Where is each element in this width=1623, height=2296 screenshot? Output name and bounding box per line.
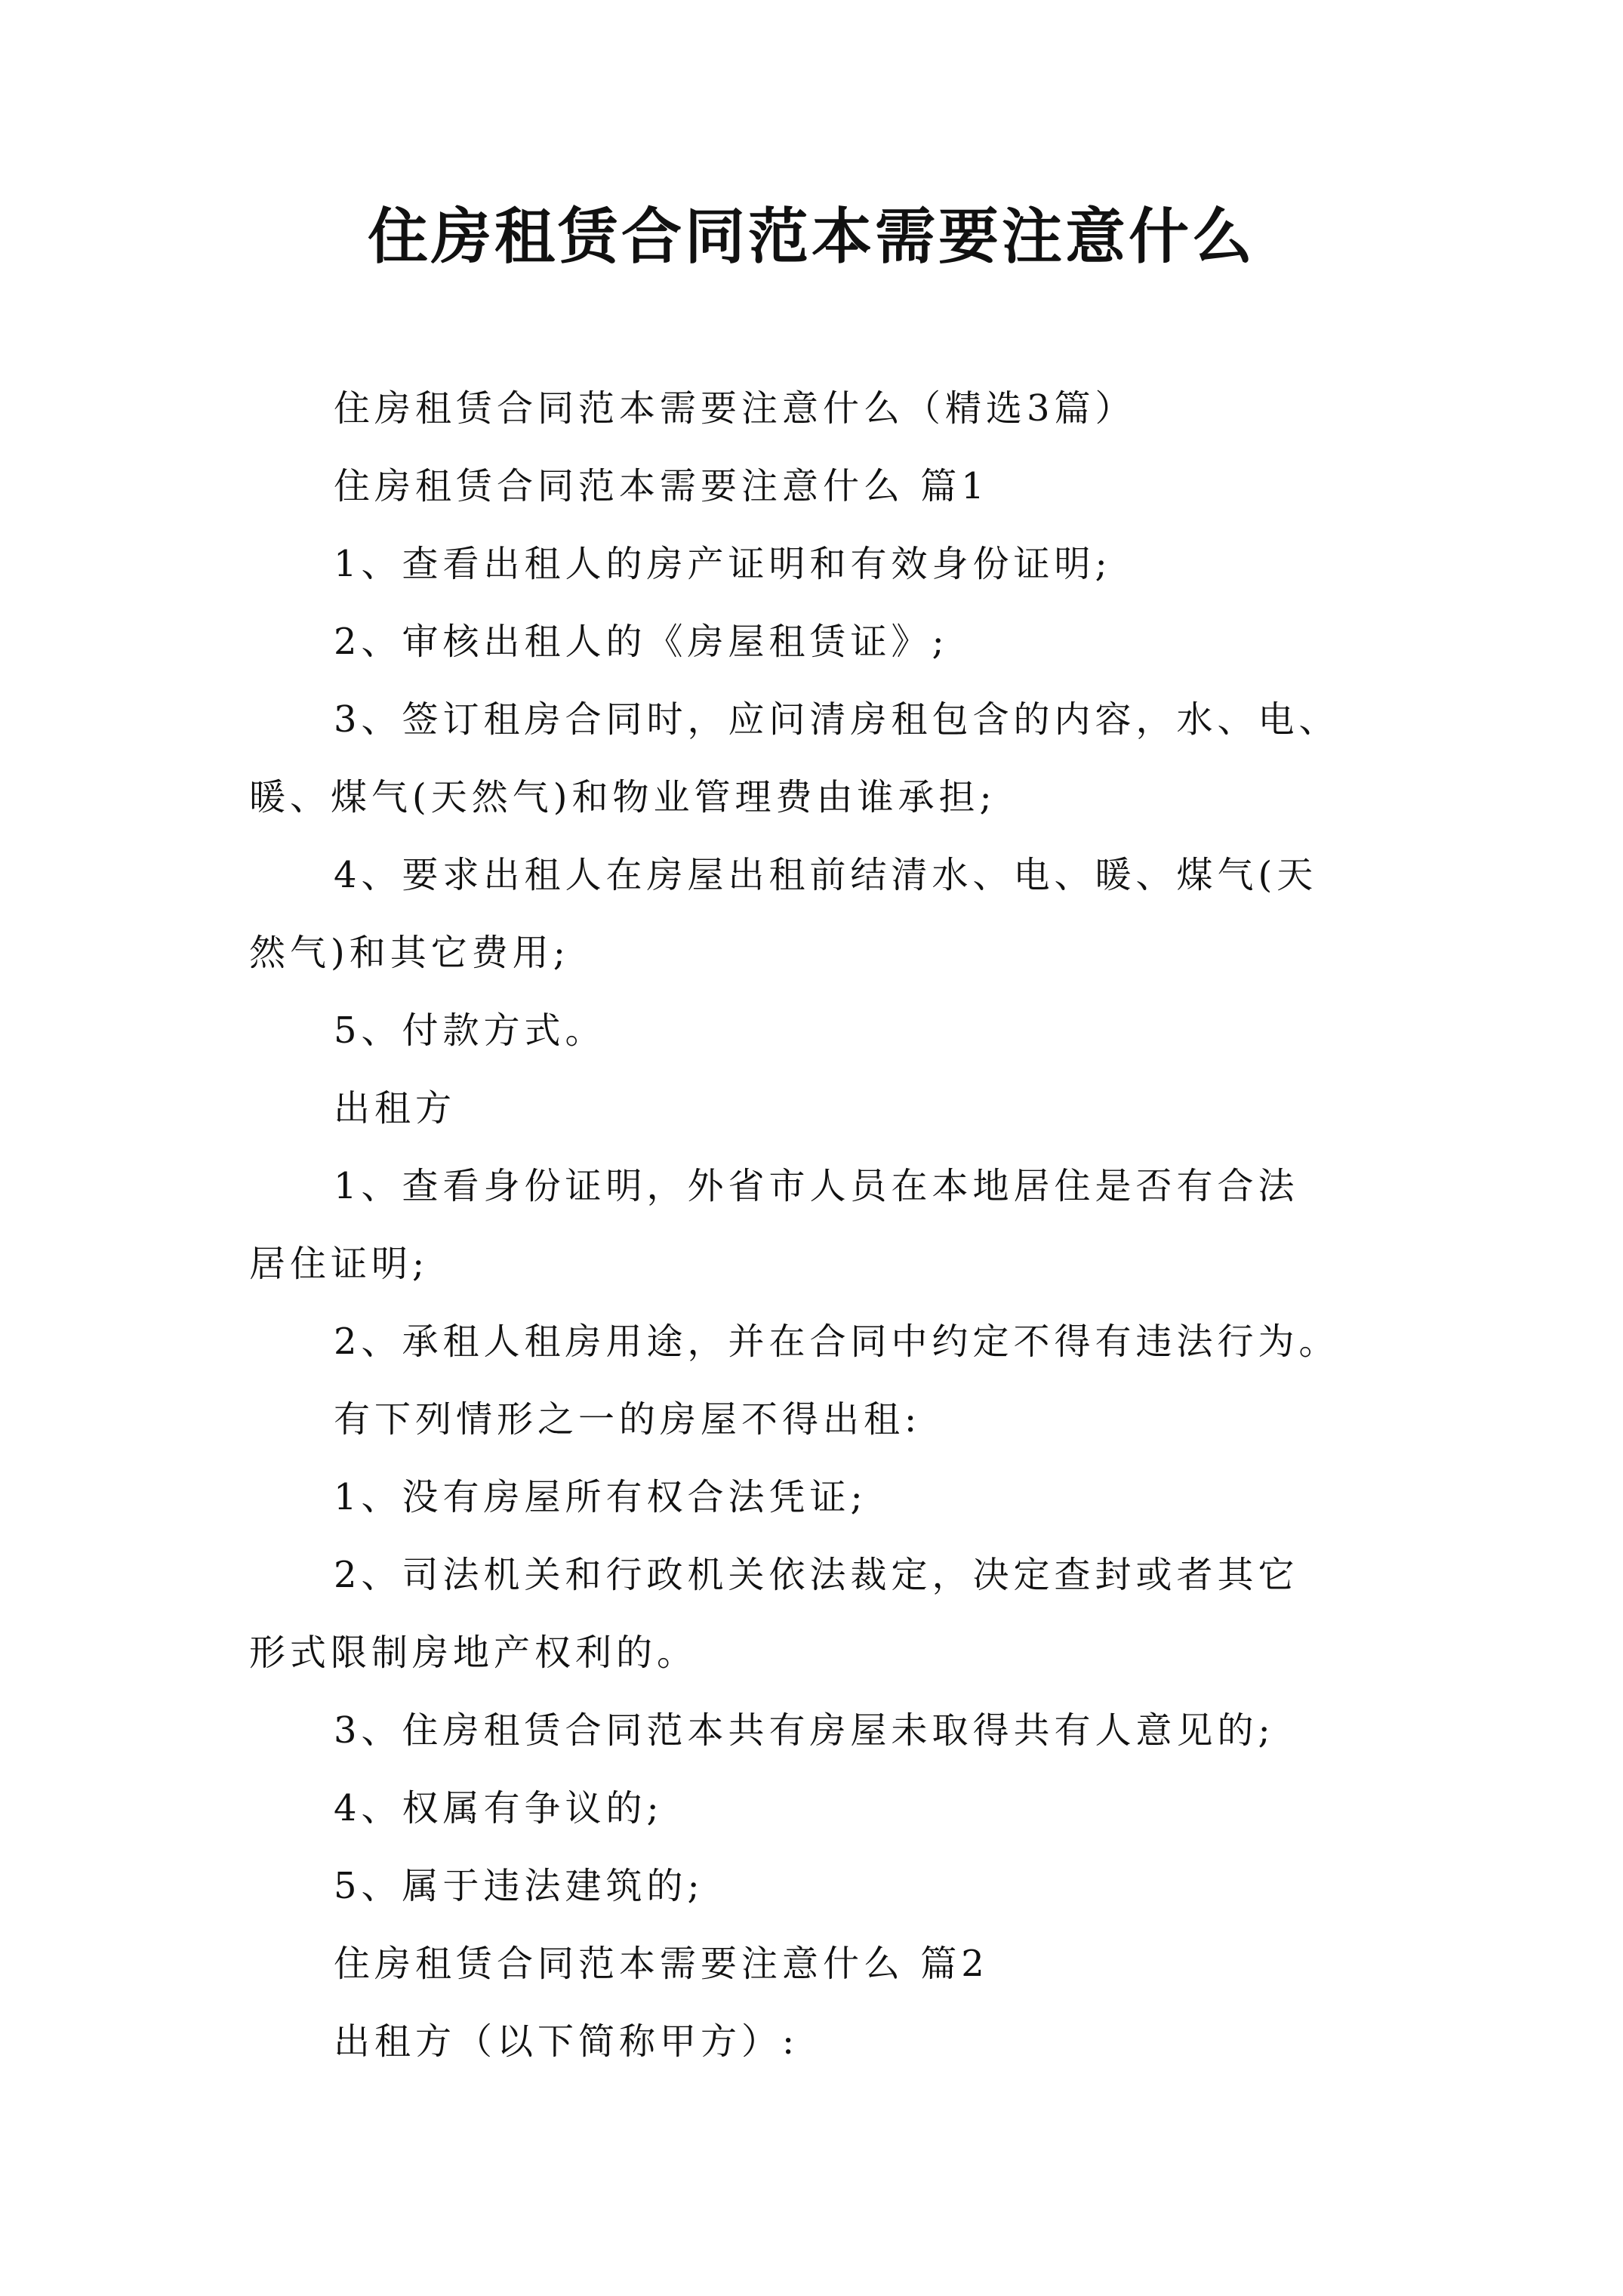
paragraph-line: 形式限制房地产权利的。	[249, 1632, 698, 1674]
paragraph-line: 暖、煤气(天然气)和物业管理费由谁承担;	[249, 776, 996, 818]
paragraph-line: 5、属于违法建筑的;	[334, 1865, 704, 1907]
paragraph	[249, 992, 1421, 1070]
paragraph-line: 1、没有房屋所有权合法凭证;	[334, 1476, 867, 1518]
paragraph-line: 4、要求出租人在房屋出租前结清水、电、暖、煤气(天	[334, 854, 1318, 896]
paragraph-line: 3、住房租赁合同范本共有房屋未取得共有人意见的;	[334, 1709, 1275, 1752]
paragraph	[249, 448, 1421, 525]
paragraph	[249, 1381, 1421, 1459]
paragraph	[249, 370, 1421, 448]
paragraph	[249, 525, 1421, 603]
paragraph-line: 然气)和其它费用;	[249, 932, 570, 974]
paragraph	[249, 603, 1421, 681]
paragraph-line: 2、承租人租房用途，并在合同中约定不得有违法行为。	[334, 1321, 1340, 1363]
paragraph	[249, 1536, 1421, 1692]
paragraph-line: 1、查看身份证明，外省市人员在本地居住是否有合法	[334, 1165, 1299, 1207]
document-body	[249, 370, 1421, 2081]
paragraph-line: 居住证明;	[249, 1243, 430, 1285]
paragraph	[249, 1848, 1421, 1925]
paragraph	[249, 1070, 1421, 1148]
paragraph	[249, 1925, 1421, 2003]
paragraph-line: 有下列情形之一的房屋不得出租:	[334, 1398, 922, 1441]
paragraph-line: 4、权属有争议的;	[334, 1787, 664, 1829]
paragraph-line: 5、付款方式。	[334, 1009, 606, 1052]
paragraph-line: 住房租赁合同范本需要注意什么 篇2	[334, 1943, 989, 1985]
paragraph-line: 1、查看出租人的房产证明和有效身份证明;	[334, 543, 1112, 585]
paragraph-line: 住房租赁合同范本需要注意什么 篇1	[334, 465, 989, 507]
paragraph-line: 2、审核出租人的《房屋租赁证》;	[334, 621, 949, 663]
paragraph-line: 出租方（以下简称甲方）:	[334, 2020, 799, 2063]
paragraph	[249, 1692, 1421, 1770]
paragraph-line: 2、司法机关和行政机关依法裁定，决定查封或者其它	[334, 1554, 1299, 1596]
paragraph-line: 出租方	[334, 1087, 457, 1130]
paragraph	[249, 1770, 1421, 1848]
document-title: 住房租赁合同范本需要注意什么	[368, 201, 1255, 272]
paragraph-line: 住房租赁合同范本需要注意什么（精选3篇）	[334, 387, 1136, 430]
paragraph	[249, 1148, 1421, 1303]
paragraph	[249, 1303, 1421, 1381]
paragraph	[249, 837, 1421, 992]
paragraph	[249, 681, 1421, 837]
paragraph	[249, 2003, 1421, 2081]
paragraph	[249, 1459, 1421, 1536]
paragraph-line: 3、签订租房合同时，应问清房租包含的内容，水、电、	[334, 698, 1340, 741]
